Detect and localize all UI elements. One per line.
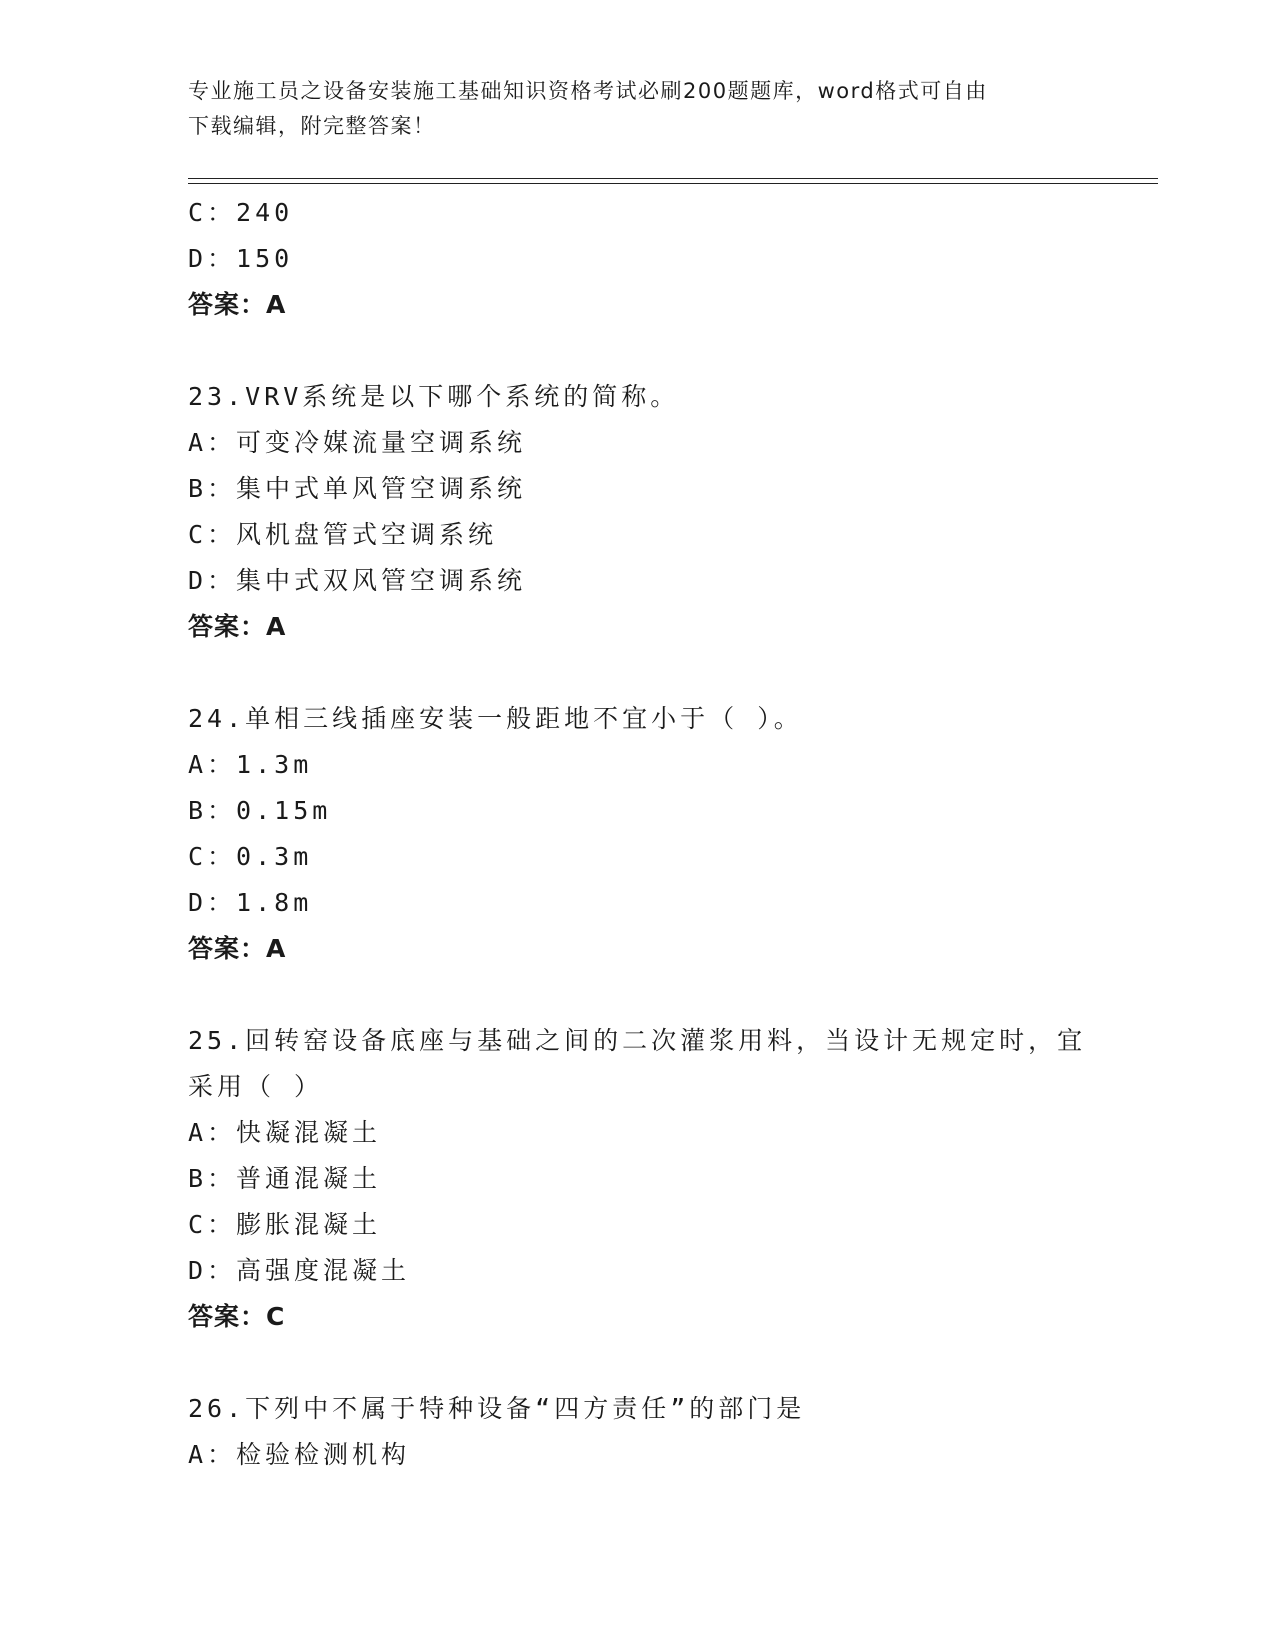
question-block-24 — [188, 696, 1108, 972]
header-line-1: 专业施工员之设备安装施工基础知识资格考试必刷200题题库，word格式可自由 — [188, 79, 988, 103]
option-a: A：可变冷媒流量空调系统 — [188, 428, 527, 457]
option-c: C：0.3m — [188, 842, 313, 871]
document-header — [188, 74, 1088, 144]
option-d: D：1.8m — [188, 888, 313, 917]
question-text: 24.单相三线插座安装一般距地不宜小于（ ）。 — [188, 704, 803, 733]
option-b: B：0.15m — [188, 796, 332, 825]
answer-label: 答案：C — [188, 1302, 286, 1331]
option-c: C：膨胀混凝土 — [188, 1210, 382, 1239]
option-a: A：快凝混凝土 — [188, 1118, 382, 1147]
question-text: 26.下列中不属于特种设备“四方责任”的部门是 — [188, 1394, 806, 1423]
header-line-2: 下载编辑，附完整答案！ — [188, 114, 436, 138]
option-a: A：检验检测机构 — [188, 1440, 411, 1469]
question-text: 23.VRV系统是以下哪个系统的简称。 — [188, 382, 680, 411]
option-a: A：1.3m — [188, 750, 313, 779]
question-text-line-1: 25.回转窑设备底座与基础之间的二次灌浆用料，当设计无规定时，宜 — [188, 1026, 1087, 1055]
option-b: B：集中式单风管空调系统 — [188, 474, 527, 503]
question-text-line-2: 采用（ ） — [188, 1072, 324, 1101]
option-d: D：高强度混凝土 — [188, 1256, 411, 1285]
option-c: C：风机盘管式空调系统 — [188, 520, 498, 549]
question-block-26 — [188, 1386, 1108, 1478]
question-block-25 — [188, 1018, 1108, 1340]
header-divider-bottom — [188, 183, 1158, 184]
question-block-22 — [188, 190, 1108, 328]
answer-label: 答案：A — [188, 934, 287, 963]
option-d: D：集中式双风管空调系统 — [188, 566, 527, 595]
option-c: C：240 — [188, 198, 294, 227]
answer-label: 答案：A — [188, 612, 287, 641]
document-body — [188, 190, 1108, 1478]
question-block-23 — [188, 374, 1108, 650]
answer-label: 答案：A — [188, 290, 287, 319]
header-divider-top — [188, 178, 1158, 179]
option-d: D：150 — [188, 244, 294, 273]
option-b: B：普通混凝土 — [188, 1164, 382, 1193]
